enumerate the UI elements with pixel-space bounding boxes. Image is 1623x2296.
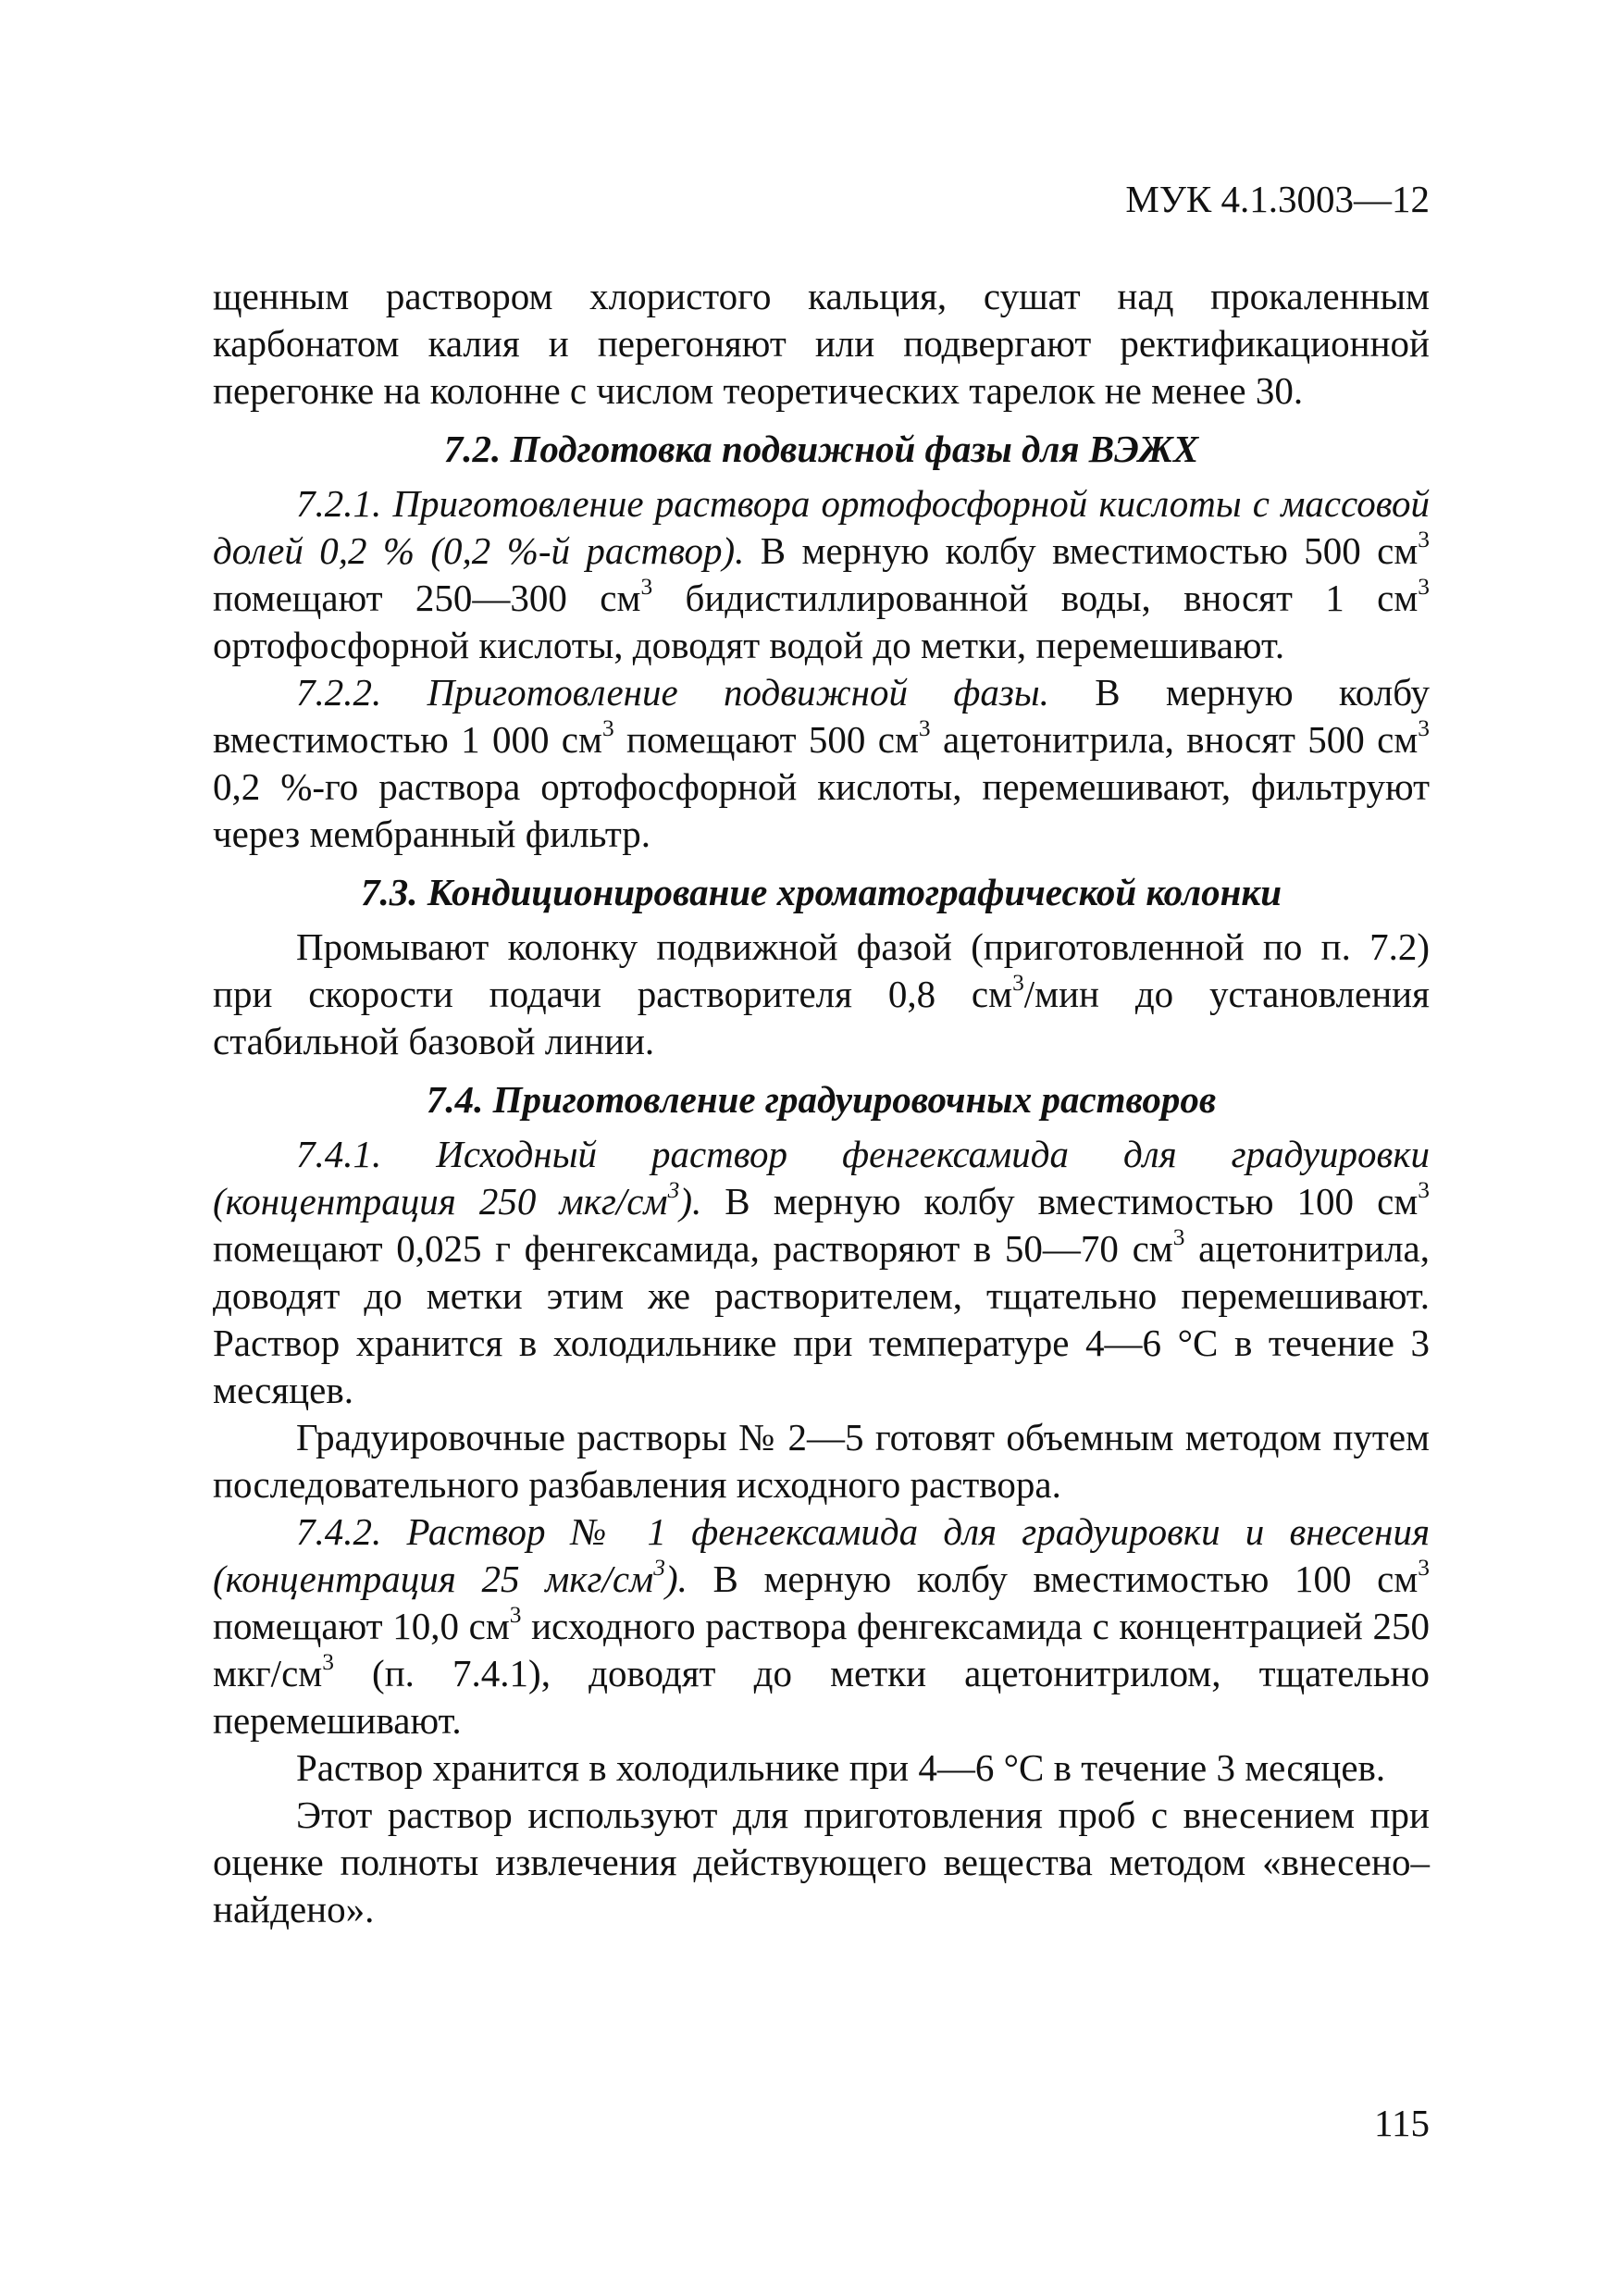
paragraph-7-3: Промывают колонку подвижной фазой (приготовленной по п. 7.2) при скорости подачи растворителя 0,8 $см^3$/мин до установления стабильной базовой линии. (213, 925, 1430, 1062)
paragraph-7-2-2: 7.2.2. Приготовление подвижной фазы. В мерную колбу вместимостью 1 000 $см^3$ помещают 500 $см^3$ ацетонитрила, вносят 500 $см^3$ 0,2 %-го раствора ортофосфорной кислоты, перемешивают, фильтруют через мембранный фильтр. (213, 671, 1430, 855)
subsection-title-7-4-1: 7.4.1. Исходный раствор фенгексамида для градуировки (концентрация 250 мкг/$см^3$). (213, 1133, 1430, 1222)
paragraph-7-4-2: 7.4.2. Раствор № 1 фенгексамида для градуировки и внесения (концентрация 25 мкг/$см^3$). В мерную колбу вместимостью 100 $см^3$ помещают 10,0 $см^3$ исходного раствора фенгексамида с концентрацией 250 мкг/$см^3$ (п. 7.4.1), доводят до метки ацетонитрилом, тщательно перемешивают. (213, 1510, 1430, 1742)
document-code-header: МУК 4.1.3003—12 (1125, 178, 1430, 220)
paragraph-7-4-2-b: Раствор хранится в холодильнике при 4—6 °С в течение 3 месяцев. (296, 1746, 1386, 1789)
document-page (213, 180, 1430, 2142)
paragraph-7-4-1: 7.4.1. Исходный раствор фенгексамида для градуировки (концентрация 250 мкг/$см^3$). В мерную колбу вместимостью 100 $см^3$ помещают 0,025 г фенгексамида, растворяют в 50—70 $см^3$ ацетонитрила, доводят до метки этим же растворителем, тщательно перемешивают. Раствор хранится в холодильнике при температуре 4—6 °С в течение 3 месяцев. (213, 1133, 1430, 1411)
paragraph-continuation: щенным раствором хлористого кальция, сушат над прокаленным карбонатом калия и перегоняют или подвергают ректификационной перегонке на колонне с числом теоретических тарелок не менее 30. (213, 275, 1430, 412)
subsection-title-7-2-1: 7.2.1. Приготовление раствора ортофосфорной кислоты с массовой долей 0,2 % (0,2 %-й раствор). (213, 482, 1430, 572)
document-body (213, 273, 1430, 1933)
section-heading-7-3: 7.3. Кондиционирование хроматографической колонки (360, 871, 1282, 913)
subsection-title-7-4-2: 7.4.2. Раствор № 1 фенгексамида для градуировки и внесения (концентрация 25 мкг/$см^3$). (213, 1510, 1430, 1600)
section-heading-7-4: 7.4. Приготовление градуировочных растворов (426, 1078, 1217, 1121)
paragraph-7-4-2-c: Этот раствор используют для приготовления проб с внесением при оценке полноты извлечения действующего вещества методом «внесено–найдено». (213, 1793, 1430, 1930)
subsection-title-7-2-2: 7.2.2. Приготовление подвижной фазы. (296, 671, 1049, 714)
paragraph-7-2-1: 7.2.1. Приготовление раствора ортофосфорной кислоты с массовой долей 0,2 % (0,2 %-й раствор). В мерную колбу вместимостью 500 $см^3$ помещают 250—300 $см^3$ бидистиллированной воды, вносят 1 $см^3$ ортофосфорной кислоты, доводят водой до метки, перемешивают. (213, 482, 1430, 666)
page-number: 115 (1374, 2102, 1430, 2144)
paragraph-7-4-1-b: Градуировочные растворы № 2—5 готовят объемным методом путем последовательного разбавления исходного раствора. (213, 1416, 1430, 1506)
section-heading-7-2: 7.2. Подготовка подвижной фазы для ВЭЖХ (443, 428, 1199, 470)
